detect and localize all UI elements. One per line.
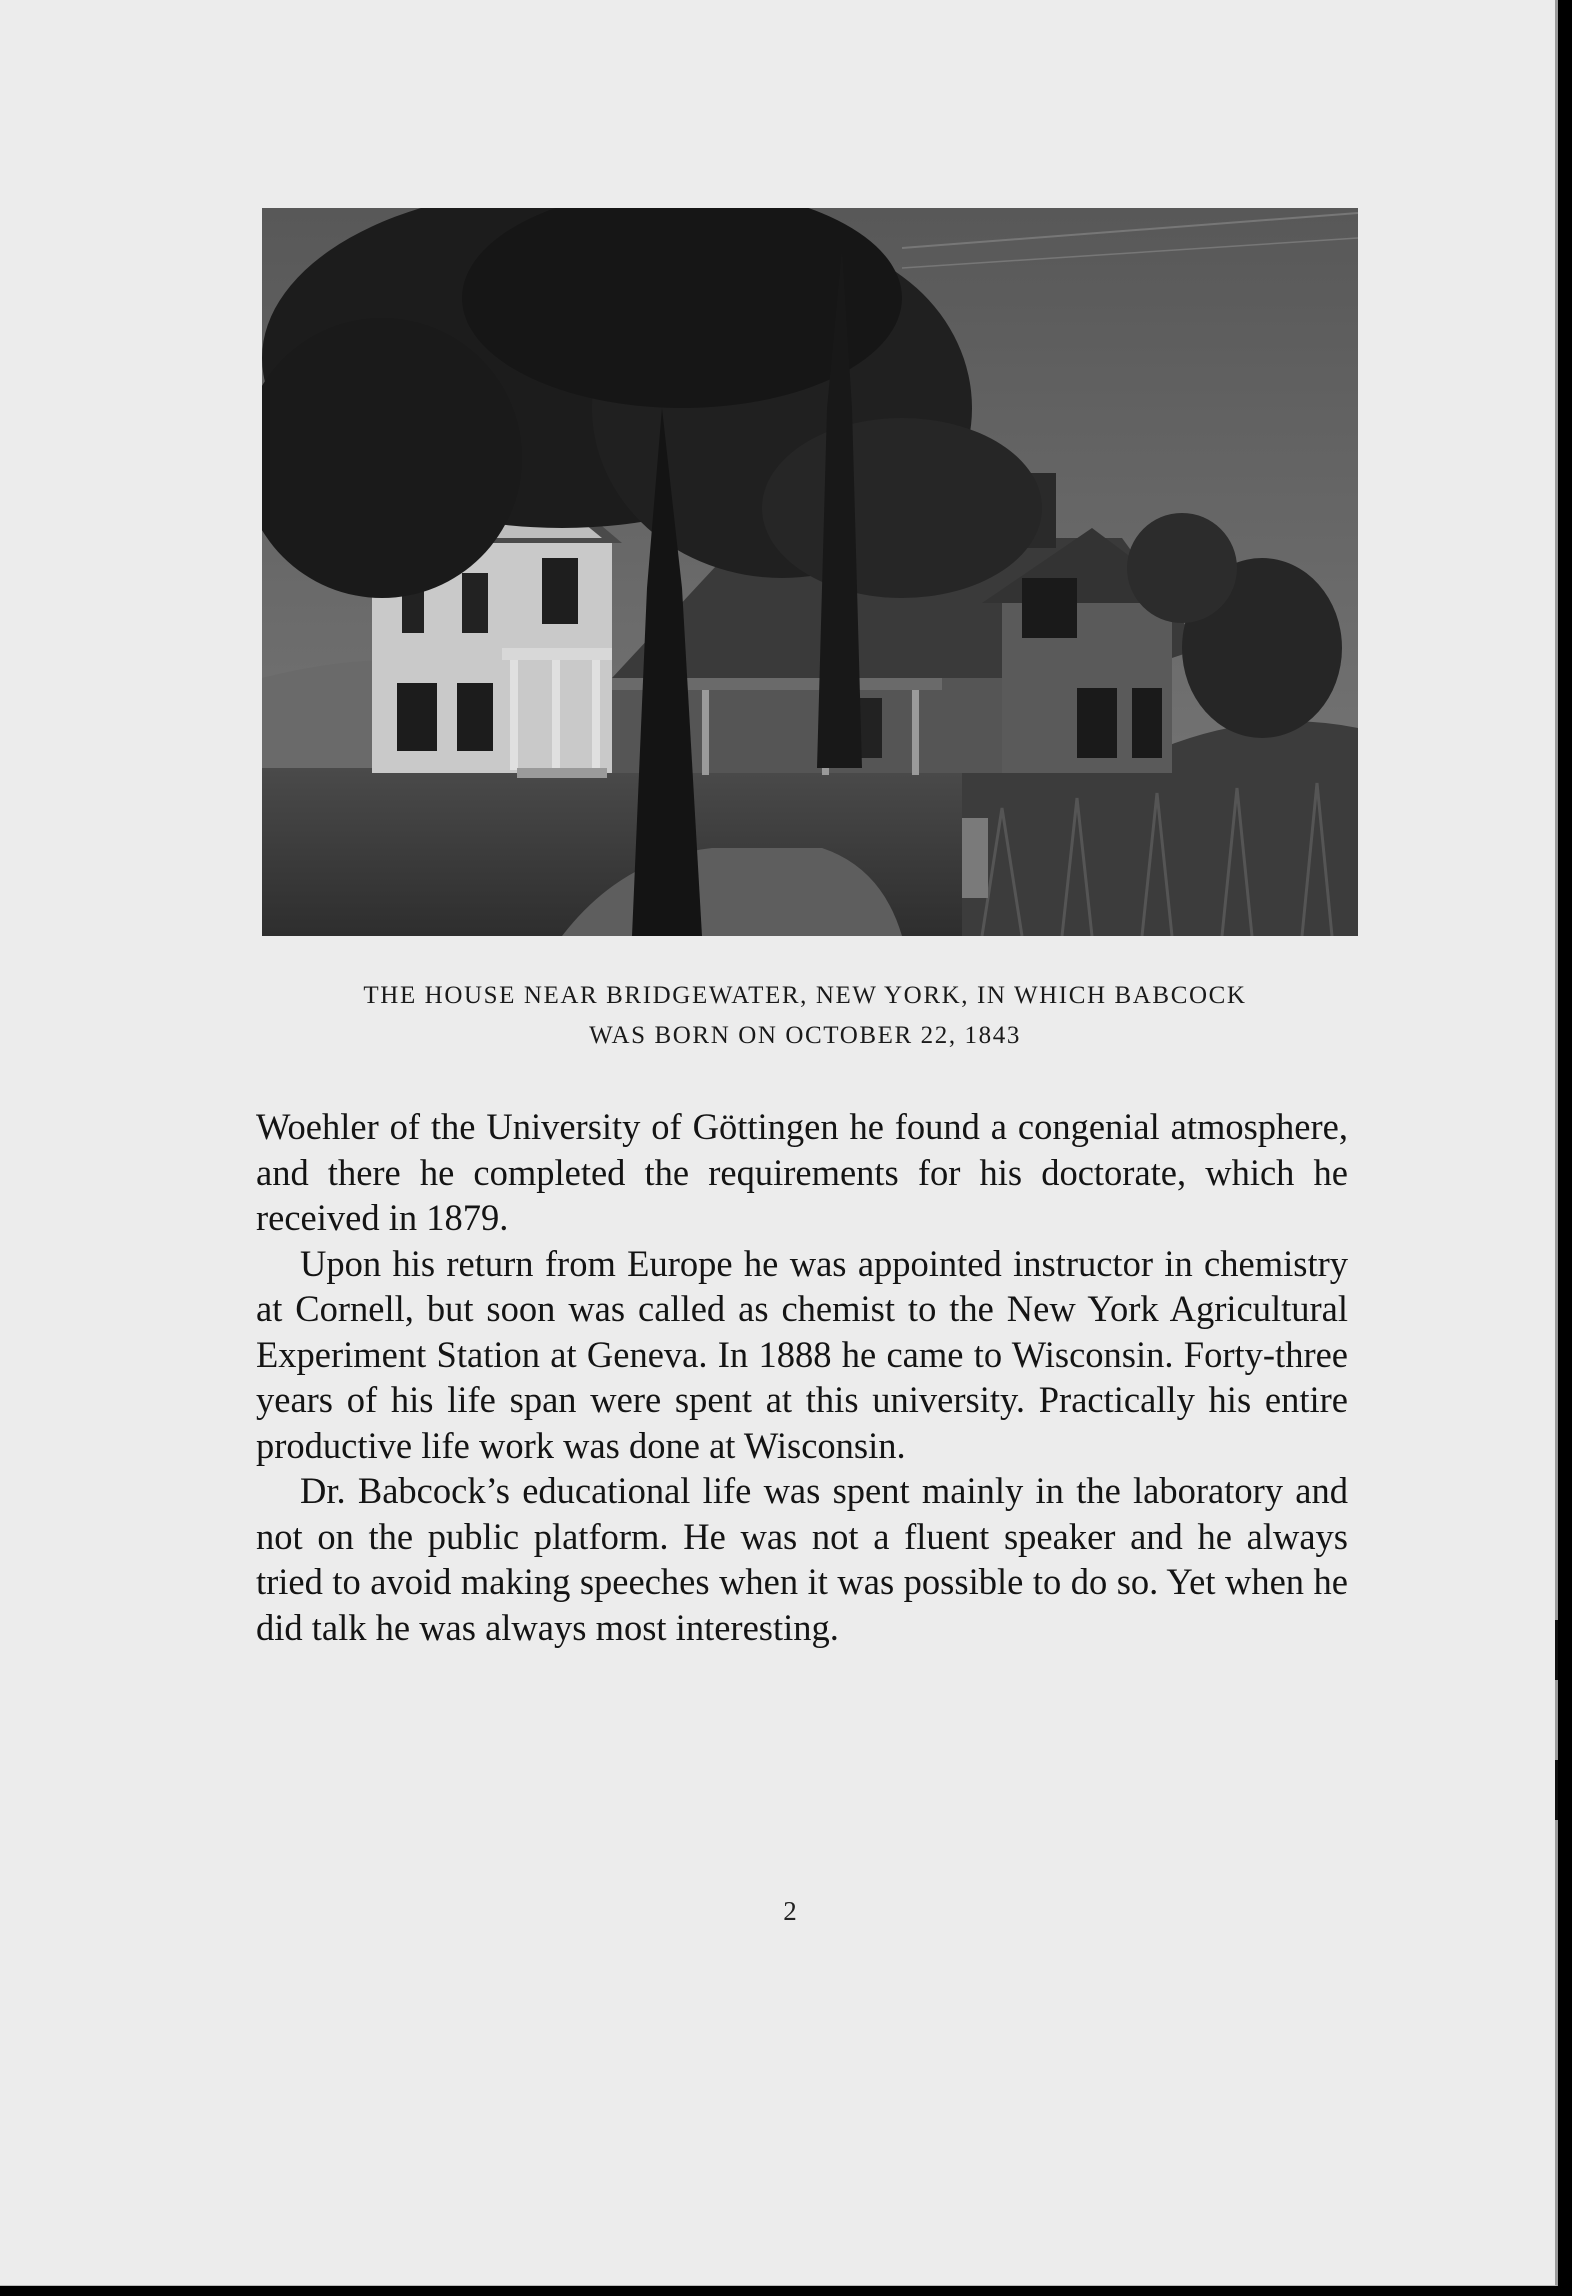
caption-line-2: WAS BORN ON OCTOBER 22, 1843 xyxy=(589,1022,1021,1049)
paragraph-1: Woehler of the University of Göttingen he found a congenial atmosphere, and there he completed the requirements for his doctorate, which he received in 1879. xyxy=(256,1106,1348,1238)
page-edge-mark xyxy=(1555,1620,1558,1680)
house-illustration xyxy=(262,208,1358,936)
page-edge-mark xyxy=(1555,1760,1558,1820)
body-text xyxy=(256,1104,1348,1650)
paragraph-2: Upon his return from Europe he was appointed instructor in chemistry at Cornell, but soon was called as chemist to the New York Agricultural Experiment Station at Geneva. In 1888 he came to Wisconsin. Forty-three years of his life span were spent at this university. Practically his entire productive life work was done at Wisconsin. xyxy=(256,1242,1348,1466)
caption-line-1: THE HOUSE NEAR BRIDGEWATER, NEW YORK, IN WHICH BABCOCK xyxy=(363,982,1247,1009)
page-number: 2 xyxy=(783,1896,797,1926)
photo-caption xyxy=(240,976,1370,1056)
paragraph-3: Dr. Babcock’s educational life was spent mainly in the laboratory and not on the public platform. He was not a fluent speaker and he always tried to avoid making speeches when it was possible to do so. Yet when he did talk he was always most interesting. xyxy=(256,1470,1348,1648)
house-photograph xyxy=(262,208,1358,936)
